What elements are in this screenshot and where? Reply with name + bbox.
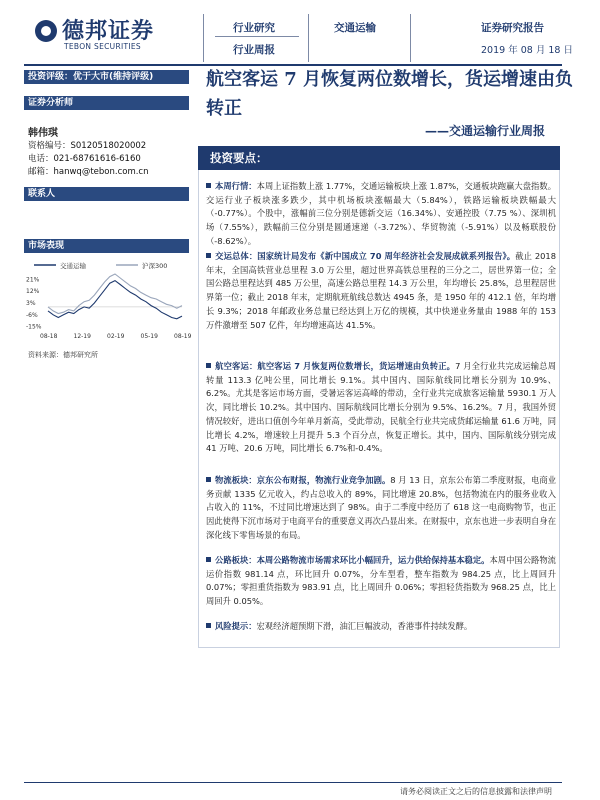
header-category: 行业研究 [233, 22, 275, 34]
bullet-icon [206, 557, 211, 562]
x-tick-label: 02-19 [107, 333, 125, 340]
header-date: 2019 年 08 月 18 日 [481, 45, 573, 56]
chart-source: 资料来源：德邦研究所 [28, 351, 98, 359]
bullet-icon [206, 623, 211, 628]
rating-heading: 投资评级：优于大市(维持评级) [24, 70, 189, 84]
x-tick-label: 08-18 [40, 333, 58, 340]
market-heading: 市场表现 [24, 239, 189, 253]
y-tick-label: 12% [26, 288, 40, 296]
contact-heading: 联系人 [24, 187, 189, 201]
y-tick-label: 21% [26, 276, 40, 284]
market-chart [24, 256, 192, 348]
series-line [48, 274, 182, 314]
header-divider [203, 14, 204, 62]
bullet-icon [206, 183, 211, 188]
analyst-name: 韩伟琪 [28, 128, 58, 139]
analyst-phone: 电话：021-68761616-6160 [28, 154, 141, 164]
market-chart-svg [24, 256, 192, 348]
header-divider [308, 14, 309, 62]
analyst-cert: 资格编号：S0120518020002 [28, 141, 147, 151]
bullet-transport-overall: 交运总体：国家统计局发布《新中国成立 70 周年经济社会发展成就系列报告》。截止 2018 年末，全国高铁营业总里程 3.0 万公里，超过世界高铁总里程的三分之二，居世界第一位；全国公路总里程达到 485 万公里，高速公路总里程 14.3 万公里，年均增长 25.8%，总里程居世界第一位；截止 2018 年末，定期航班航线总数达 4945 条，是 1950 年的 412.1 倍，年均增长 9.3%；2018 年邮政业务总量已经达到上万亿的规模，其中快递业务量由 1988 年的 153 万件激增至 507 亿件，年均增速高达 41.5%。 [206, 251, 556, 330]
legend-label: 沪深300 [142, 262, 168, 270]
logo-english: TEBON SECURITIES [64, 42, 141, 51]
analyst-email: 邮箱：hanwq@tebon.com.cn [28, 167, 149, 177]
bullet-highway: 公路板块：本周公路物流市场需求环比小幅回升，运力供给保持基本稳定。本周中国公路物流运价指数 981.14 点，环比回升 0.07%，分车型看，整车指数为 984.25 点，比上周回升 0.07%；零担重货指数为 983.91 点，比上周回升 0.06%；零担轻货指数为 968.25 点，比上周回升 0.05%。 [206, 555, 556, 607]
key-points-heading: 投资要点： [198, 146, 560, 170]
footer-disclaimer: 请务必阅读正文之后的信息披露和法律声明 [400, 787, 552, 796]
bullet-weekly-market: 本周行情：本周上证指数上涨 1.77%，交通运输板块上涨 1.87%，交通板块跑赢大盘指数。交运行业子板块涨多跌少，其中机场板块涨幅最大（5.84%），铁路运输板块跌幅最大（-0.77%）。个股中，涨幅前三位分别是德新交运（16.34%）、安通控股（7.75 %）、深圳机场（7.55%），跌幅前三位分别是圆通速递（-3.72%）、华贸物流（-5.91%）以及畅联股份（-8.62%）。 [206, 181, 556, 246]
bullet-risk: 风险提示：宏观经济超预期下滑，油汇巨幅波动，香港事件持续发酵。 [206, 620, 556, 634]
y-tick-label: 3% [26, 299, 36, 307]
bullet-icon [206, 363, 211, 368]
header-divider [410, 14, 411, 62]
y-tick-label: -6% [26, 311, 38, 319]
footer-rule [24, 782, 562, 783]
bullet-logistics: 物流板块：京东公布财报，物流行业竞争加剧。8 月 13 日，京东公布第二季度财报，电商业务贡献 1335 亿元收入，约占总收入的 89%，同比增速 20.8%，包括物流在内的服务业收入占收入的 11%，不过同比增速达到了 98%。由于二季度中经历了 618 这一电商购物节，也正因此使得下沉市场对于电商平台的重要意义再次凸显出来。在财报中，京东也进一步表明自身在深化线下零售场景的布局。 [206, 475, 556, 540]
header-doc-type: 证券研究报告 [481, 22, 544, 34]
report-title: 航空客运 7 月恢复两位数增长，货运增速由负转正 [206, 69, 574, 119]
logo-text: 德邦证券 [62, 18, 155, 44]
x-tick-label: 08-19 [174, 333, 192, 340]
y-tick-label: -15% [26, 323, 42, 331]
logo-icon [35, 20, 57, 42]
header-rule [215, 36, 299, 37]
legend-label: 交通运输 [60, 262, 86, 270]
report-subtitle: ——交通运输行业周报 [425, 124, 546, 138]
x-tick-label: 12-19 [73, 333, 91, 340]
series-line [48, 281, 182, 319]
bullet-icon [206, 253, 211, 258]
x-tick-label: 05-19 [140, 333, 158, 340]
bullet-aviation: 航空客运：航空客运 7 月恢复两位数增长，货运增速由负转正。7 月全行业共完成运输总周转量 113.3 亿吨公里，同比增长 9.1%。其中国内、国际航线同比增长分别为 10.9%、6.2%。尤其是客运市场方面，受暑运客运高峰的带动，全行业共完成旅客运输量 5930.1 万人次，同比增长 10.2%。其中国内、国际航线同比增长分别为 9.5%、16.2%。7 月，我国外贸情况较好，进出口值创今年单月新高，受此带动，民航全行业共完成货邮运输量 61.6 万吨，同比增长 4.2%，增速较上月提升 5.3 个百分点，恢复正增长。其中，国内、国际航线分别完成 41 万吨、20.6 万吨，同比增长 6.7%和-0.4%。 [206, 361, 556, 454]
header-sector: 交通运输 [334, 22, 376, 34]
analyst-heading: 证券分析师 [24, 96, 189, 110]
header-report-type: 行业周报 [233, 44, 275, 56]
bullet-icon [206, 477, 211, 482]
